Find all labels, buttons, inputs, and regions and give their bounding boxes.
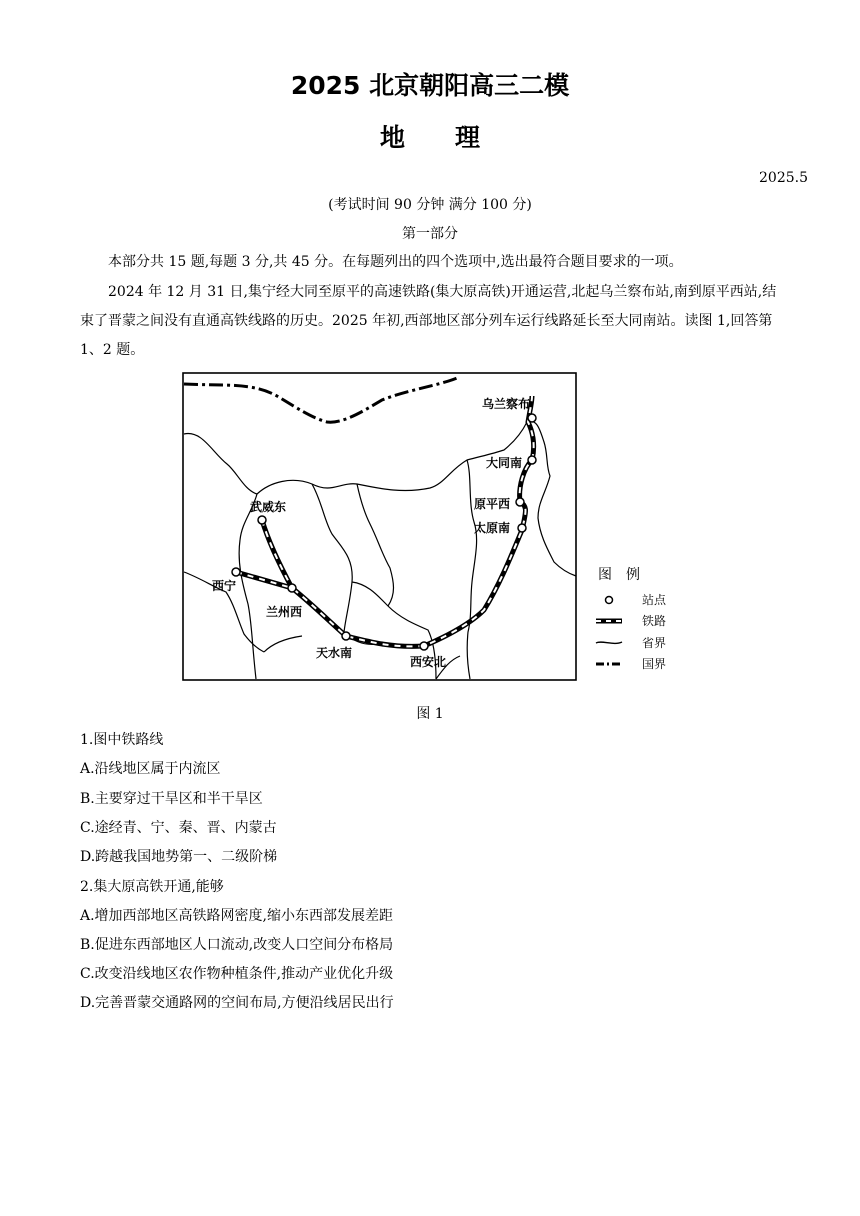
subject-title: 地理 — [379, 123, 530, 152]
legend-province-border-icon — [596, 642, 622, 643]
station-marker-wuweidong — [258, 516, 266, 524]
legend-national-border-label: 国界 — [642, 657, 667, 671]
legend-station-label: 站点 — [642, 593, 667, 607]
legend-railway-label: 铁路 — [642, 614, 667, 628]
station-marker-xianbei — [420, 642, 428, 650]
station-label: 西宁 — [212, 579, 237, 593]
station-marker-lanzhouxi — [288, 584, 296, 592]
question-passage: 2024 年 12 月 31 日,集宁经大同至原平的高速铁路(集大原高铁)开通运营,北起乌兰察布站,南到原平西站,结束了晋蒙之间没有直通高铁线路的历史。2025 年初,西部地区部分列车运行线路延长至大同南站。读图 1,回答第 1、2 题。 — [80, 284, 777, 358]
map-frame — [183, 373, 576, 680]
station-marker-datongnan — [528, 456, 536, 464]
document-title: 2025 北京朝阳高三二模 — [290, 71, 570, 100]
question-2-stem: 2.集大原高铁开通,能够 — [80, 879, 224, 895]
station-label: 天水南 — [316, 646, 353, 660]
part-heading: 第一部分 — [402, 226, 458, 242]
legend-province-border-label: 省界 — [642, 636, 667, 650]
station-label: 兰州西 — [266, 605, 303, 619]
railway-map-figure — [182, 372, 678, 684]
question-2-option-c: C.改变沿线地区农作物种植条件,推动产业优化升级 — [80, 966, 394, 982]
station-marker-taiyuannan — [518, 524, 526, 532]
station-marker-wulanchabu — [528, 414, 536, 422]
railway-map — [182, 372, 678, 684]
station-label: 原平西 — [474, 497, 511, 511]
question-1-option-d: D.跨越我国地势第一、二级阶梯 — [80, 849, 278, 865]
question-1-stem: 1.图中铁路线 — [80, 732, 164, 748]
question-2-option-d: D.完善晋蒙交通路网的空间布局,方便沿线居民出行 — [80, 995, 394, 1011]
exam-info: (考试时间 90 分钟 满分 100 分) — [328, 197, 532, 213]
station-marker-tianshuinan — [342, 632, 350, 640]
figure-caption: 图 1 — [416, 706, 444, 722]
question-2-option-b: B.促进东西部地区人口流动,改变人口空间分布格局 — [80, 937, 394, 953]
station-label: 乌兰察布 — [482, 397, 531, 411]
map-legend — [596, 567, 667, 671]
question-1-option-c: C.途经青、宁、秦、晋、内蒙古 — [80, 820, 277, 836]
question-1-option-b: B.主要穿过干旱区和半干旱区 — [80, 791, 263, 807]
station-label: 武威东 — [250, 500, 287, 514]
legend-title: 图例 — [598, 567, 654, 583]
question-2-option-a: A.增加西部地区高铁路网密度,缩小东西部发展差距 — [80, 908, 394, 924]
exam-date: 2025.5 — [759, 170, 808, 186]
legend-station-icon — [606, 597, 613, 604]
station-marker-yuanpingxi — [516, 498, 524, 506]
station-label: 大同南 — [486, 456, 523, 470]
section-instructions: 本部分共 15 题,每题 3 分,共 45 分。在每题列出的四个选项中,选出最符合题目要求的一项。 — [108, 254, 683, 270]
station-label: 太原南 — [474, 521, 511, 535]
station-marker-xining — [232, 568, 240, 576]
question-1-option-a: A.沿线地区属于内流区 — [80, 761, 221, 777]
station-label: 西安北 — [410, 655, 447, 669]
